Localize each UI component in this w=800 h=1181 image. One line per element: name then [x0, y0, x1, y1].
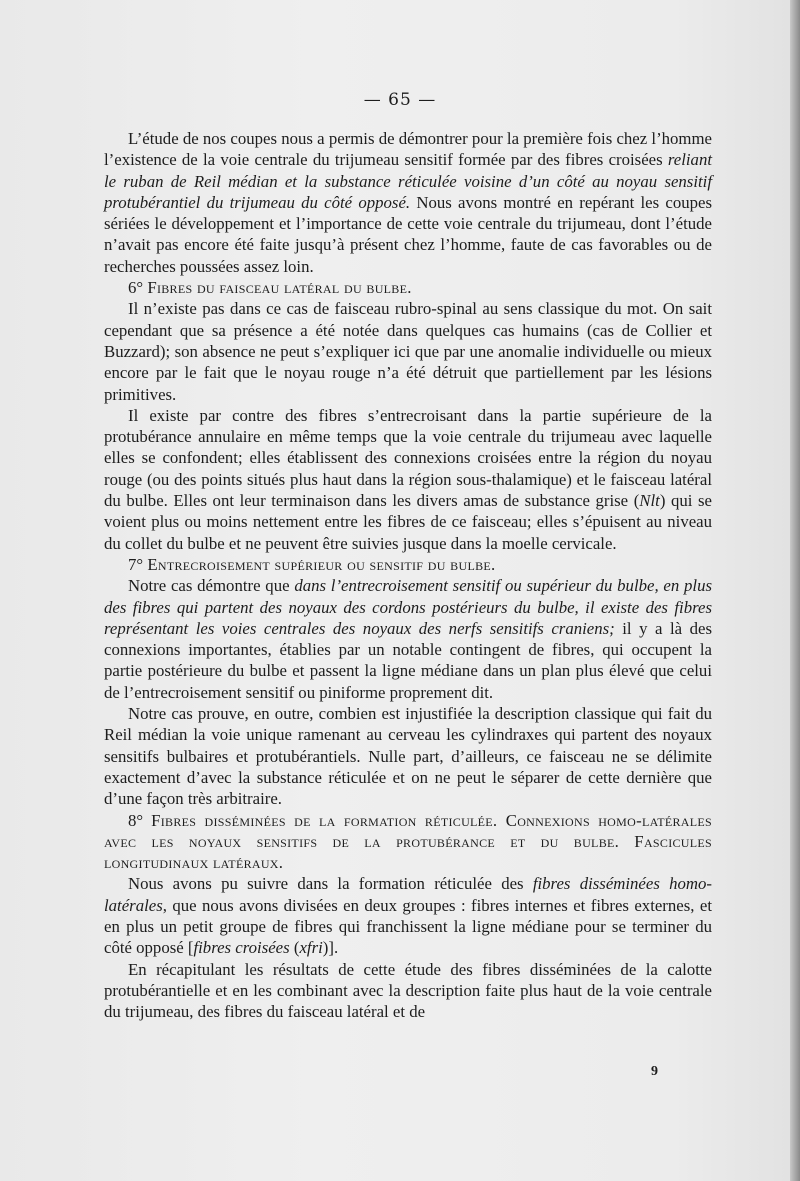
paragraph-3: Il existe par contre des fibres s’entrecroisant dans la partie supérieure de la protubérance annulaire en même temps que la voie centrale du trijumeau avec laquelle elles se confondent; elles établissent des connexions croisées entre la région du noyau rouge (ou des points situés plus haut dans la région sous-thalamique) et le faisceau latéral du bulbe. Elles ont leur terminaison dans les divers amas de substance grise (Nlt) qui se voient plus ou moins nettement entre les fibres de ce faisceau; elles s’épuisent au niveau du collet du bulbe et ne peuvent être suivies jusque dans la moelle cervicale. [104, 405, 712, 553]
paragraph-1: L’étude de nos coupes nous a permis de démontrer pour la première fois chez l’homme l’existence de la voie centrale du trijumeau sensitif formée par des fibres croisées reliant le ruban de Reil médian et la substance réticulée voisine d’un côté au noyau sensitif protubérantiel du trijumeau du côté opposé. Nous avons montré en repérant les coupes sériées le développement et l’importance de cette voie centrale du trijumeau, dont l’étude n’avait pas encore été faite jusqu’à présent chez l’homme, faute de cas favorables ou de recherches poussées assez loin. [104, 129, 713, 276]
signature-mark: 9 [651, 1064, 658, 1079]
paragraph-6: Nous avons pu suivre dans la formation réticulée des fibres disséminées homo-latérales, que nous avons divisées en deux groupes : fibres internes et fibres externes, et en plus un petit groupe de fibres qui franchissent la ligne médiane pour se terminer du côté opposé [fibres croisées (xfri)]. [104, 874, 712, 958]
section-heading-6: 6° Fibres du faisceau latéral du bulbe. [128, 278, 412, 298]
paragraph-4: Notre cas démontre que dans l’entrecroisement sensitif ou supérieur du bulbe, en plus des fibres qui partent des noyaux des cordons postérieurs du bulbe, il existe des fibres représentant les voies centrales des noyaux des nerfs sensitifs craniens; il y a là des connexions importantes, établies par un notable contingent de fibres, qui occupent la partie postérieure du bulbe et passent la ligne médiane dans un plan plus élevé que celui de l’entrecroisement sensitif ou piniforme proprement dit. [104, 576, 712, 702]
paragraph-2: Il n’existe pas dans ce cas de faisceau rubro-spinal au sens classique du mot. On sait cependant que sa présence a été notée dans quelques cas humains (cas de Collier et Buzzard); son absence ne peut s’expliquer ici que par une anomalie individuelle ou mieux encore par le fait que le noyau rouge n’a été détruit que partiellement par les lésions primitives. [104, 299, 712, 404]
page-edge [790, 0, 800, 1181]
body-text [104, 128, 712, 1022]
page-number: — 65 — [363, 90, 437, 110]
section-heading-7: 7° Entrecroisement supérieur ou sensitif du bulbe. [128, 554, 496, 574]
section-heading-8: 8° Fibres disséminées de la formation réticulée. Connexions homo-latérales avec les noyaux sensitifs de la protubérance et du bulbe. Fascicules longitudinaux latéraux. [104, 810, 712, 873]
paragraph-7: En récapitulant les résultats de cette étude des fibres disséminées de la calotte protubérantielle et en les combinant avec la description faite plus haut de la voie centrale du trijumeau, des fibres du faisceau latéral et de [104, 959, 712, 1022]
paragraph-5: Notre cas prouve, en outre, combien est injustifiée la description classique qui fait du Reil médian la voie unique ramenant au cerveau les cylindraxes qui partent des noyaux sensitifs bulbaires et protubérantiels. Nulle part, d’ailleurs, ce faisceau ne se délimite exactement d’avec la substance réticulée et on ne peut le séparer de cette dernière que d’une façon très arbitraire. [104, 704, 712, 809]
